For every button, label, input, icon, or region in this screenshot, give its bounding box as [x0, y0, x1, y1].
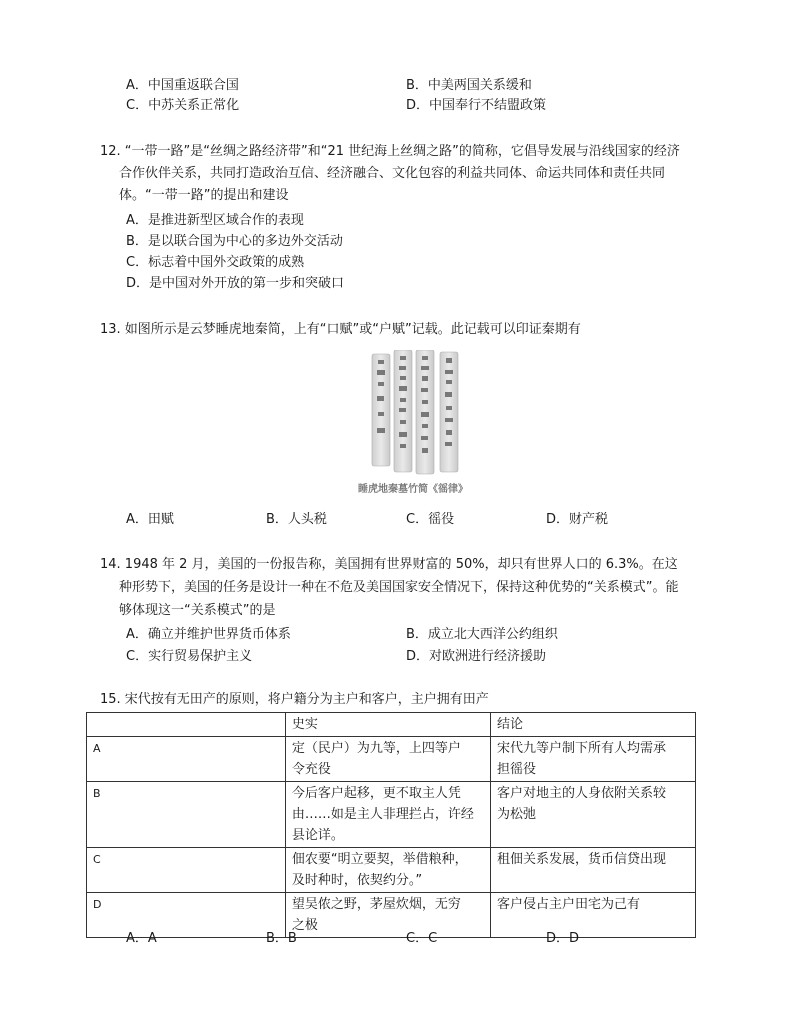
q15-option-b: B．B [266, 931, 297, 946]
row-label: C [87, 848, 286, 893]
cell-line: 及时种时，依契约分。” [291, 873, 423, 888]
cell-line: 定（民户）为九等，上四等户 [291, 741, 461, 756]
cell-line: 宋代九等户制下所有人均需承 [496, 741, 666, 756]
q13-option-a: A．田赋 [126, 512, 174, 527]
q14-option-d: D．对欧洲进行经济援助 [406, 649, 547, 664]
table-header-cell [87, 713, 286, 737]
table-header-row [87, 713, 696, 737]
conclusion-cell [490, 893, 695, 938]
cell-line: 之极 [291, 918, 318, 933]
table-row [87, 848, 696, 893]
row-label: B [87, 782, 286, 848]
q15-stem: 15. 宋代按有无田产的原则，将户籍分为主户和客户，主户拥有田产 [100, 692, 489, 707]
bamboo-slips-image [352, 350, 474, 478]
q14-option-b: B．成立北大西洋公约组织 [406, 627, 558, 642]
table-row [87, 737, 696, 782]
cell-line: 客户侵占主户田宅为己有 [496, 897, 640, 912]
q14-stem-line1: 14. 1948 年 2 月，美国的一份报告称，美国拥有世界财富的 50%，却只有世界人口的 6.3%。在这 [100, 557, 678, 572]
cell-line: 担徭役 [496, 762, 536, 777]
q11-option-d: D．中国奉行不结盟政策 [406, 98, 547, 113]
cell-line: 由……如是主人非理拦占，许经 [291, 807, 474, 822]
q15-option-a: A．A [126, 931, 157, 946]
q12-option-a: A．是推进新型区域合作的表现 [126, 213, 304, 228]
q14-option-a: A．确立并维护世界货币体系 [126, 627, 291, 642]
q12-stem-line2: 合作伙伴关系，共同打造政治互信、经济融合、文化包容的利益共同体、命运共同体和责任共同 [119, 166, 666, 181]
cell-line: 租佃关系发展，货币信贷出现 [496, 852, 666, 867]
q12-option-b: B．是以联合国为中心的多边外交活动 [126, 234, 343, 249]
q15-option-c: C．C [406, 931, 438, 946]
q13-option-d: D．财产税 [546, 512, 609, 527]
cell-line: 客户对地主的人身依附关系较 [496, 786, 666, 801]
table-row [87, 782, 696, 848]
table-header-cell: 结论 [490, 713, 695, 737]
cell-line: 佃农要“明立要契，举借粮种， [291, 852, 468, 867]
q11-option-b: B．中美两国关系缓和 [406, 78, 532, 93]
conclusion-cell [490, 848, 695, 893]
cell-line: 县论详。 [291, 828, 344, 843]
cell-line: 为松弛 [496, 807, 536, 822]
cell-line: 令充役 [291, 762, 331, 777]
fact-cell [285, 848, 490, 893]
q13-option-c: C．徭役 [406, 512, 455, 527]
q12-option-c: C．标志着中国外交政策的成熟 [126, 255, 305, 270]
q14-stem-line3: 够体现这一“关系模式”的是 [119, 603, 276, 618]
row-label: D [87, 893, 286, 938]
fact-cell [285, 893, 490, 938]
q12-stem-line1: 12. “一带一路”是“丝绸之路经济带”和“21 世纪海上丝绸之路”的简称，它倡导发展与沿线国家的经济 [100, 144, 680, 159]
q13-option-b: B．人头税 [266, 512, 327, 527]
cell-line: 今后客户起移，更不取主人凭 [291, 786, 461, 801]
row-label: A [87, 737, 286, 782]
table-header-cell: 史实 [285, 713, 490, 737]
fact-cell [285, 782, 490, 848]
fact-cell [285, 737, 490, 782]
q12-option-d: D．是中国对外开放的第一步和突破口 [126, 276, 345, 291]
q15-option-d: D．D [546, 931, 580, 946]
q14-stem-line2: 种形势下，美国的任务是设计一种在不危及美国国家安全情况下，保持这种优势的“关系模式”。能 [119, 580, 679, 595]
figure-caption: 睡虎地秦墓竹简《徭律》 [358, 484, 468, 495]
q12-stem-line3: 体。“一带一路”的提出和建设 [119, 188, 289, 203]
q14-option-c: C．实行贸易保护主义 [126, 649, 253, 664]
q11-option-a: A．中国重返联合国 [126, 78, 239, 93]
bamboo-slips-figure [352, 350, 474, 500]
q11-option-c: C．中苏关系正常化 [126, 98, 240, 113]
cell-line: 望吴侬之野，茅屋炊烟，无穷 [291, 897, 461, 912]
conclusion-cell [490, 737, 695, 782]
conclusion-cell [490, 782, 695, 848]
table-row [87, 893, 696, 938]
q13-stem: 13. 如图所示是云梦睡虎地秦简，上有“口赋”或“户赋”记载。此记载可以印证秦期有 [100, 322, 581, 337]
q15-table [86, 712, 696, 938]
